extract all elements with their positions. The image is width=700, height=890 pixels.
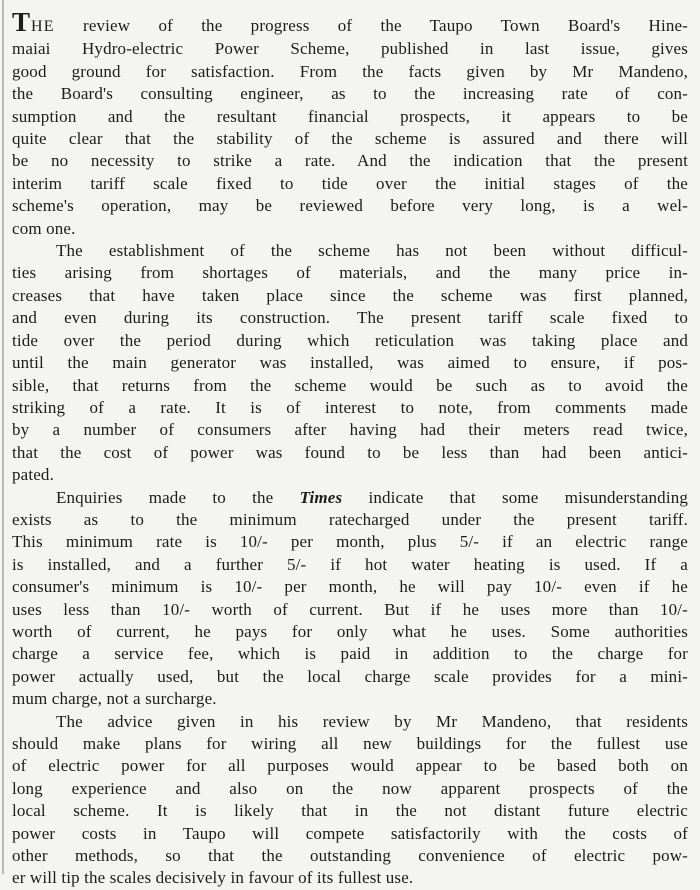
p3-line-9: power actually used, but the local charge scale provides for a mini- <box>12 666 688 686</box>
p1-line-8: interim tariff scale fixed to tide over the initial stages of the <box>12 173 688 193</box>
p2-line-4: and even during its construction. The present tariff scale fixed to <box>12 308 688 328</box>
p1-line-1-text: review of the progress of the Taupo Town Board's Hine- <box>54 16 688 35</box>
p2-line-1: The establishment of the scheme has not been without difficul- <box>56 241 688 261</box>
paragraph-3 <box>12 487 688 711</box>
p2-line-9: by a number of consumers after having had their meters read twice, <box>12 420 688 440</box>
p2-line-6: until the main generator was installed, was aimed to ensure, if pos- <box>12 353 688 373</box>
p4-line-7: other methods, so that the outstanding convenience of electric pow- <box>12 846 688 866</box>
p4-line-6: power costs in Taupo will compete satisfactorily with the costs of <box>12 823 688 843</box>
lead-in: HE <box>31 18 55 35</box>
p2-line-10: that the cost of power was found to be less than had been antici- <box>12 442 688 462</box>
p2-line-2: ties arising from shortages of materials, and the many price in- <box>12 263 688 283</box>
paragraph-1 <box>12 7 688 240</box>
p4-line-5: local scheme. It is likely that in the not distant future electric <box>12 801 688 821</box>
p3-line-5: consumer's minimum is 10/- per month, he will pay 10/- even if he <box>12 577 688 597</box>
p1-line-4: the Board's consulting engineer, as to the increasing rate of con- <box>12 84 688 104</box>
p1-line-6: quite clear that the stability of the scheme is assured and there will <box>12 129 688 149</box>
p3-line-10: mum charge, not a surcharge. <box>12 689 217 709</box>
p1-line-7: be no necessity to strike a rate. And the indication that the present <box>12 151 688 171</box>
p3-line-4: is installed, and a further 5/- if hot water heating is used. If a <box>12 554 688 574</box>
p1-line-2: maiai Hydro-electric Power Scheme, published in last issue, gives <box>12 39 688 59</box>
p2-line-11: pated. <box>12 465 54 485</box>
p3-line-3: This minimum rate is 10/- per month, plus 5/- if an electric range <box>12 532 688 552</box>
p3-line-2: exists as to the minimum ratecharged under the present tariff. <box>12 509 688 529</box>
p4-line-2: should make plans for wiring all new buildings for the fullest use <box>12 734 688 753</box>
p2-line-3: creases that have taken place since the scheme was first planned, <box>12 285 688 305</box>
p4-line-1: The advice given in his review by Mr Mandeno, that residents <box>56 711 688 731</box>
drop-cap: T <box>12 7 32 37</box>
p1-line-5: sumption and the resultant financial prospects, it appears to be <box>12 106 688 126</box>
p3-line-1 <box>12 487 688 509</box>
paragraph-4 <box>12 711 688 890</box>
p3-line-7: worth of current, he pays for only what he uses. Some authorities <box>12 621 688 641</box>
p1-line-9: scheme's operation, may be reviewed before very long, is a wel- <box>12 196 688 216</box>
p2-line-5: tide over the period during which reticulation was taking place and <box>12 330 688 350</box>
p1-line-10: com one. <box>12 218 76 238</box>
p4-line-8: er will tip the scales decisively in favour of its fullest use. <box>12 868 414 888</box>
newspaper-name: Times <box>299 487 343 507</box>
p4-line-4: long experience and also on the now apparent prospects of the <box>12 778 688 798</box>
p2-line-8: striking of a rate. It is of interest to note, from comments made <box>12 397 688 417</box>
p3-line-8: charge a service fee, which is paid in addition to the charge for <box>12 644 688 664</box>
p3-line-1-start: Enquiries made to the <box>56 487 300 507</box>
paragraph-2 <box>12 240 688 486</box>
p1-line-1 <box>12 7 688 38</box>
p2-line-7: sible, that returns from the scheme would be such as to avoid the <box>12 375 688 395</box>
scan-edge-line <box>2 0 4 874</box>
p4-line-3: of electric power for all purposes would appear to be based both on <box>12 756 688 776</box>
p3-line-6: uses less than 10/- worth of current. But if he uses more than 10/- <box>12 599 688 619</box>
editorial-article <box>12 7 688 890</box>
p3-line-1-end: indicate that some misunderstanding <box>342 487 688 507</box>
p1-line-3: good ground for satisfaction. From the facts given by Mr Mandeno, <box>12 61 688 81</box>
